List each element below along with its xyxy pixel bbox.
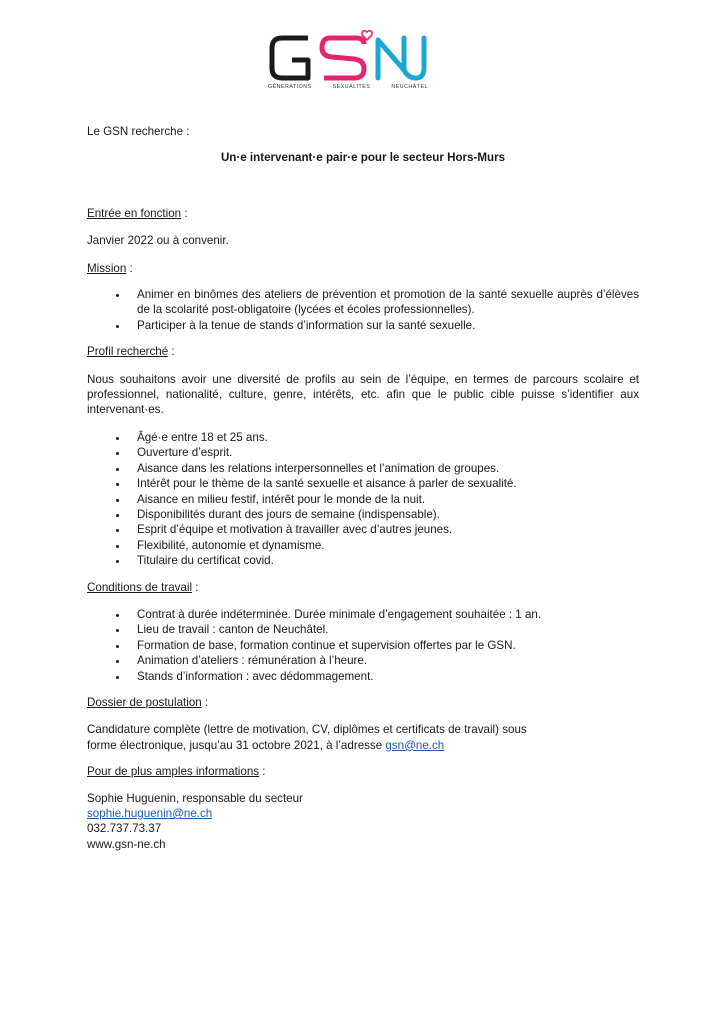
list-item: • Contrat à durée indéterminée. Durée minimale d’engagement souhaitée : 1 an.	[129, 607, 639, 622]
application-heading-line	[87, 695, 639, 710]
list-item: • Lieu de travail : canton de Neuchâtel.	[129, 622, 639, 637]
conditions-heading-suffix: :	[192, 580, 199, 594]
mission-heading-line	[87, 261, 639, 276]
contact-email-link[interactable]: sophie.huguenin@ne.ch	[87, 807, 213, 820]
list-item: • Intérêt pour le thème de la santé sexuelle et aisance à parler de sexualité.	[129, 476, 639, 491]
intro-text: Le GSN recherche :	[87, 125, 190, 138]
contact-name: Sophie Huguenin, responsable du secteur	[87, 791, 303, 805]
mission-list	[87, 287, 639, 333]
logo-letter-s	[322, 38, 364, 78]
application-body: Candidature complète (lettre de motivation, CV, diplômes et certificats de travail) sous forme électronique, jusqu’au 31 octobre 2021, à l’adresse	[87, 723, 527, 752]
list-item: • Stands d’information : avec dédommagement.	[129, 669, 639, 684]
list-item: • Titulaire du certificat covid.	[129, 553, 639, 568]
tagline-sexualites: SEXUALITÉS	[332, 84, 371, 90]
info-heading: Pour de plus amples informations	[87, 765, 260, 779]
application-heading-suffix: :	[201, 695, 209, 709]
application-text	[87, 722, 557, 753]
profile-heading-line	[87, 344, 639, 359]
list-item: • Participer à la tenue de stands d’information sur la santé sexuelle.	[129, 318, 639, 333]
website-text: www.gsn-ne.ch	[87, 837, 166, 851]
list-item: • Animation d’ateliers : rémunération à l’heure.	[129, 653, 639, 668]
logo-letter-g	[272, 38, 308, 78]
contact-phone: 032.737.73.37	[87, 822, 162, 836]
list-item: • Aisance dans les relations interpersonnelles et l’animation de groupes.	[129, 461, 639, 476]
profile-list	[87, 430, 639, 569]
info-heading-line	[87, 764, 639, 779]
profile-heading: Profil recherché	[87, 345, 169, 359]
profile-heading-suffix: :	[168, 345, 175, 359]
start-heading-line	[87, 206, 639, 221]
conditions-list	[87, 607, 639, 684]
mission-heading-suffix: :	[126, 261, 133, 275]
profile-text: Nous souhaitons avoir une diversité de profils au sein de l’équipe, en termes de parcours scolaire et professionnel, nationalité, culture, genre, intérêts, etc. afin que le public cible puisse s’identifier aux intervenant·es.	[87, 372, 639, 417]
mission-heading: Mission	[87, 261, 127, 275]
conditions-heading-line	[87, 580, 639, 595]
logo-tagline	[268, 84, 428, 90]
list-item: • Esprit d’équipe et motivation à travailler avec d’autres jeunes.	[129, 522, 639, 537]
tagline-neuchatel: NEUCHÂTEL	[391, 84, 428, 90]
application-heading: Dossier de postulation	[87, 695, 202, 709]
tagline-generations: GÉNÉRATIONS	[268, 84, 312, 90]
info-heading-suffix: :	[259, 765, 266, 779]
list-item: • Aisance en milieu festif, intérêt pour le monde de la nuit.	[129, 492, 639, 507]
gsn-email-link[interactable]: gsn@ne.ch	[385, 738, 445, 752]
start-heading: Entrée en fonction	[87, 206, 182, 220]
list-item: • Ouverture d’esprit.	[129, 445, 639, 460]
logo-letter-n	[378, 38, 404, 78]
list-item: • Formation de base, formation continue et supervision offertes par le GSN.	[129, 638, 639, 653]
start-heading-suffix: :	[181, 206, 188, 220]
start-text: Janvier 2022 ou à convenir.	[87, 234, 229, 248]
list-item: • Âgé·e entre 18 et 25 ans.	[129, 430, 639, 445]
conditions-heading: Conditions de travail	[87, 580, 193, 594]
job-posting	[87, 124, 639, 852]
page-title: Un·e intervenant·e pair·e pour le secteur Hors-Murs	[220, 151, 506, 165]
list-item: • Animer en binômes des ateliers de prévention et promotion de la santé sexuelle auprès d’élèves de la scolarité post-obligatoire (lycées et écoles professionnelles).	[129, 287, 639, 318]
list-item: • Flexibilité, autonomie et dynamisme.	[129, 538, 639, 553]
list-item: • Disponibilités durant des jours de semaine (indispensable).	[129, 507, 639, 522]
